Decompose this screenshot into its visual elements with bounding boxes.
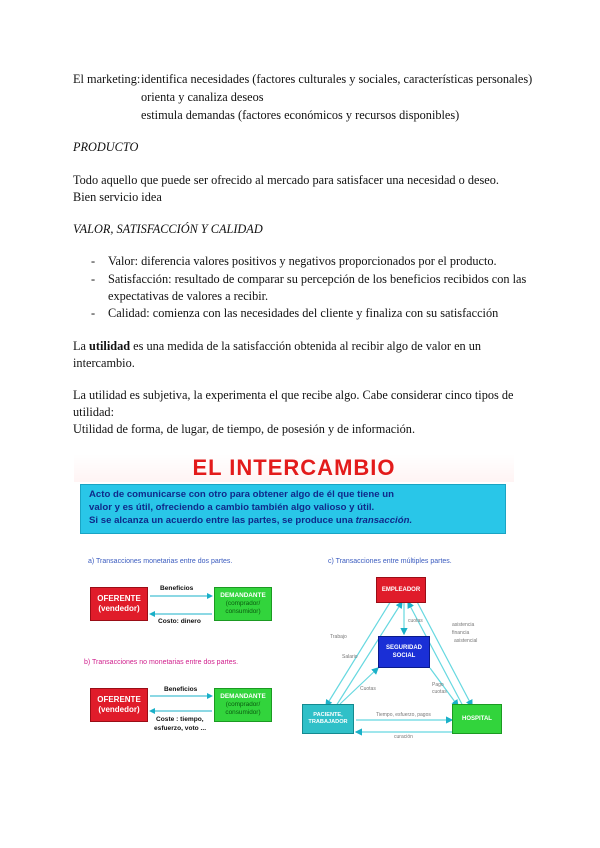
oferente-box-b: OFERENTE (vendedor) xyxy=(90,688,148,722)
costo-label-b-2: esfuerzo, voto ... xyxy=(154,725,207,732)
marketing-label: El marketing: xyxy=(73,72,141,86)
marketing-line-2: orienta y canaliza deseos xyxy=(141,90,264,104)
utilidad-paragraph-2: La utilidad es subjetiva, la experimenta el que recibe algo. Cabe considerar cinco tipos de xyxy=(73,388,514,402)
demandante-box-b: DEMANDANTE (comprador/ consumidor) xyxy=(214,688,272,722)
edge-label-trabajo: Trabajo xyxy=(330,634,347,640)
utilidad-paragraph-2-line-2: utilidad: xyxy=(73,405,114,419)
list-item-satisfaccion: Satisfacción: resultado de comparar su percepción de los beneficios recibidos con las xyxy=(108,272,527,286)
list-item-valor: Valor: diferencia valores positivos y negativos proporcionados por el producto. xyxy=(108,254,497,268)
utilidad-paragraph-1-line-2: intercambio. xyxy=(73,356,135,370)
list-dash: - xyxy=(91,306,96,320)
edge-label-cuotas: cuotas xyxy=(408,618,423,624)
costo-label-b-1: Coste : tiempo, xyxy=(156,716,204,723)
valor-heading: VALOR, SATISFACCIÓN Y CALIDAD xyxy=(73,222,263,236)
list-item-calidad: Calidad: comienza con las necesidades del cliente y finaliza con su satisfacción xyxy=(108,306,499,320)
edge-label-tiempo: Tiempo, esfuerzo, pagos xyxy=(376,712,431,718)
edge-label-asistencia: asistencia xyxy=(452,622,475,628)
producto-definition: Todo aquello que puede ser ofrecido al mercado para satisfacer una necesidad o deseo. xyxy=(73,173,499,187)
paciente-box: PACIENTE, TRABAJADOR xyxy=(302,704,354,734)
edge-label-curacion: curación xyxy=(394,734,413,739)
utilidad-paragraph-1: La utilidad es una medida de la satisfacción obtenida al recibir algo de valor en un xyxy=(73,339,482,353)
beneficios-label-a: Beneficios xyxy=(160,585,194,592)
utilidad-types: Utilidad de forma, de lugar, de tiempo, de posesión y de información. xyxy=(73,422,416,436)
intercambio-figure xyxy=(74,454,514,739)
edge-label-financia: financia xyxy=(452,630,470,636)
utilidad-bold: utilidad xyxy=(89,339,131,353)
list-dash: - xyxy=(91,272,96,286)
definition-line-2: valor y es útil, ofreciendo a cambio también algo valioso y útil. xyxy=(89,502,375,513)
hospital-box: HOSPITAL xyxy=(452,704,502,734)
edge-label-cuotas-paciente: Cuotas xyxy=(360,686,376,692)
subtitle-c: c) Transacciones entre múltiples partes. xyxy=(328,558,452,565)
costo-label-a: Costo: dinero xyxy=(158,618,201,625)
empleador-box: EMPLEADOR xyxy=(376,577,426,603)
subtitle-b: b) Transacciones no monetarias entre dos partes. xyxy=(84,659,239,666)
producto-types: Bien servicio idea xyxy=(73,190,162,204)
edge-label-pago: Pago xyxy=(432,682,444,688)
list-item-satisfaccion-cont: expectativas de valores a recibir. xyxy=(108,289,269,303)
beneficios-label-b: Beneficios xyxy=(164,686,198,693)
seguridad-social-box: SEGURIDAD SOCIAL xyxy=(378,636,430,668)
producto-heading: PRODUCTO xyxy=(73,140,139,154)
list-dash: - xyxy=(91,254,96,268)
definition-line-3: Si se alcanza un acuerdo entre las partes, se produce una transacción. xyxy=(89,515,413,526)
edge-label-salario: Salario xyxy=(342,654,358,660)
subtitle-a: a) Transacciones monetarias entre dos partes. xyxy=(88,558,233,565)
marketing-line-1: identifica necesidades (factores culturales y sociales, características personales) xyxy=(141,72,533,86)
edge-label-pago-cuotas: cuotas xyxy=(432,689,447,695)
edge-label-asistencial: asistencial xyxy=(454,638,478,644)
transaccion-emphasis: transacción. xyxy=(355,515,413,526)
figure-title: EL INTERCAMBIO xyxy=(192,455,396,480)
definition-line-1: Acto de comunicarse con otro para obtener algo de él que tiene un xyxy=(89,489,394,500)
marketing-line-3: estimula demandas (factores económicos y recursos disponibles) xyxy=(141,108,460,122)
oferente-box-a: OFERENTE (vendedor) xyxy=(90,587,148,621)
demandante-box-a: DEMANDANTE (comprador/ consumidor) xyxy=(214,587,272,621)
